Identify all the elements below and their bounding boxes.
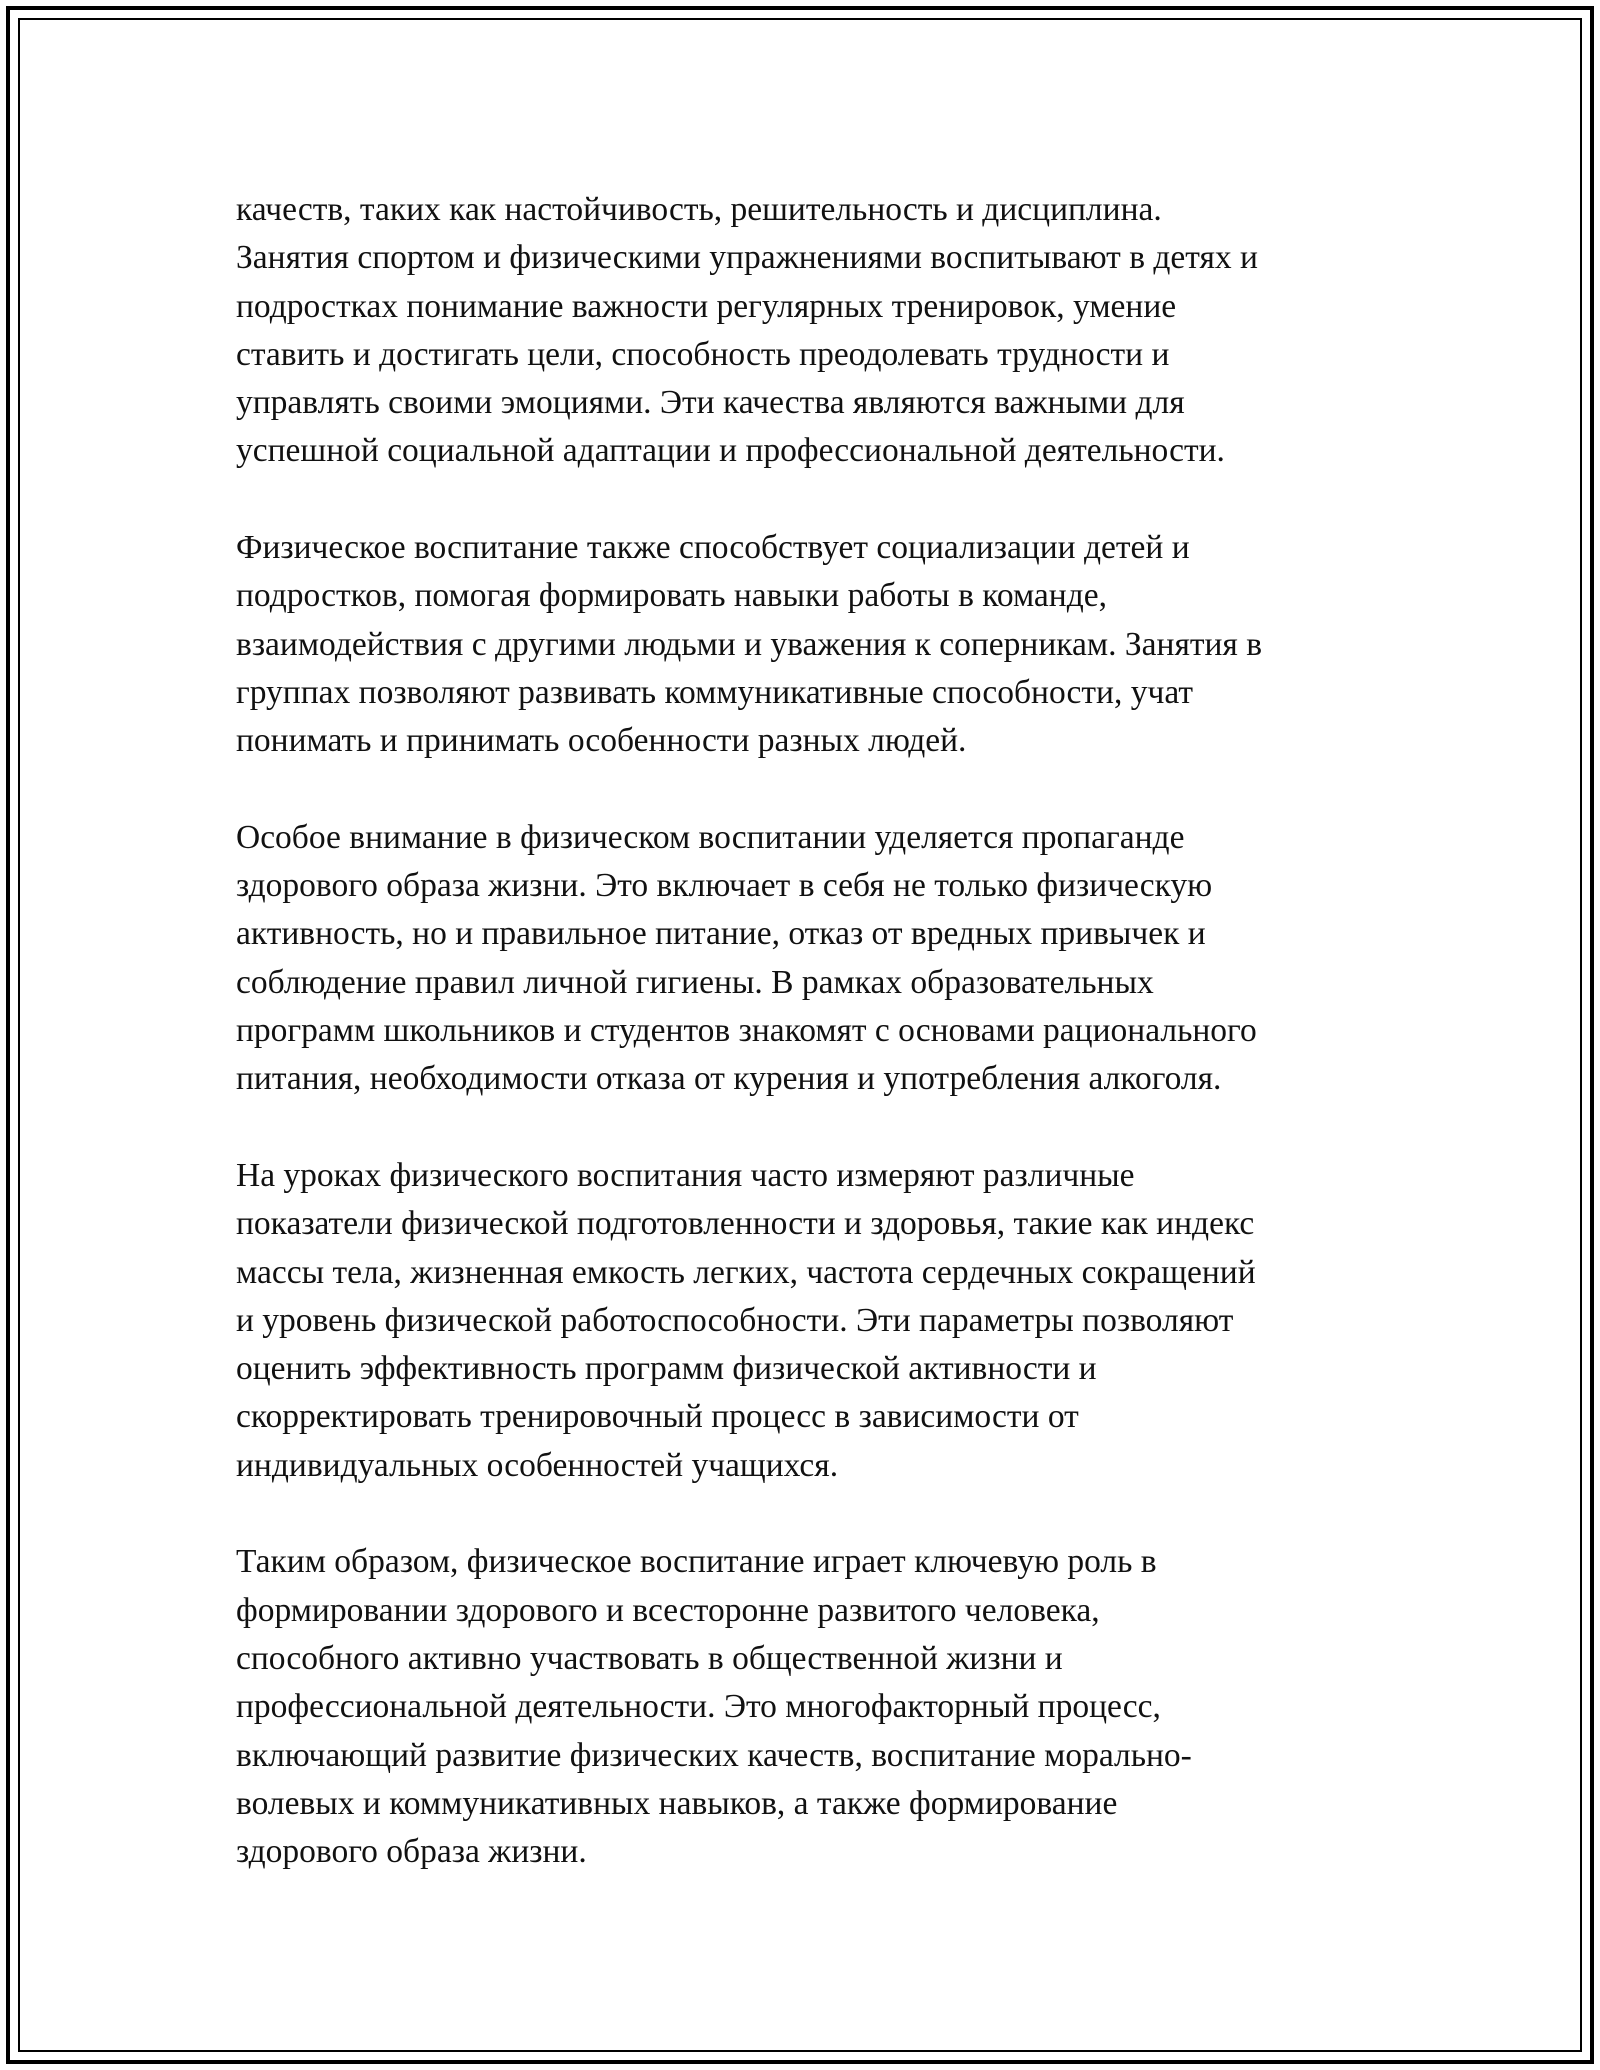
paragraph-1: качеств, таких как настойчивость, решительность и дисциплина. Занятия спортом и физическими упражнениями воспитывают в детях и подростках понимание важности регулярных тренировок, умение ставить и достигать цели, способность преодолевать трудности и управлять своими эмоциями. Эти качества являются важными для успешной социальной адаптации и профессиональной деятельности.: [236, 191, 1258, 470]
paragraph-4: На уроках физического воспитания часто измеряют различные показатели физической подготовленности и здоровья, такие как индекс массы тела, жизненная емкость легких, частота сердечных сокращений и уровень физической работоспособности. Эти параметры позволяют оценить эффективность программ физической активности и скорректировать тренировочный процесс в зависимости от индивидуальных особенностей учащихся.: [236, 1156, 1256, 1484]
paragraph-3: Особое внимание в физическом воспитании уделяется пропаганде здорового образа жизни. Это включает в себя не только физическую активность, но и правильное питание, отказ от вредных привычек и соблюдение правил личной гигиены. В рамках образовательных программ школьников и студентов знакомят с основами рационального питания, необходимости отказа от курения и употребления алкоголя.: [236, 818, 1257, 1098]
paragraph-5: Таким образом, физическое воспитание играет ключевую роль в формировании здорового и всесторонне развитого человека, способного активно участвовать в общественной жизни и профессиональной деятельности. Это многофакторный процесс, включающий развитие физических качеств, воспитание морально- волевых и коммуникативных навыков, а также формирование здорового образа жизни.: [236, 1543, 1192, 1871]
paragraph-2: Физическое воспитание также способствует социализации детей и подростков, помогая формировать навыки работы в команде, взаимодействия с другими людьми и уважения к соперникам. Занятия в группах позволяют развивать коммуникативные способности, учат понимать и принимать особенности разных людей.: [236, 529, 1263, 760]
document-body: [236, 186, 1416, 1925]
